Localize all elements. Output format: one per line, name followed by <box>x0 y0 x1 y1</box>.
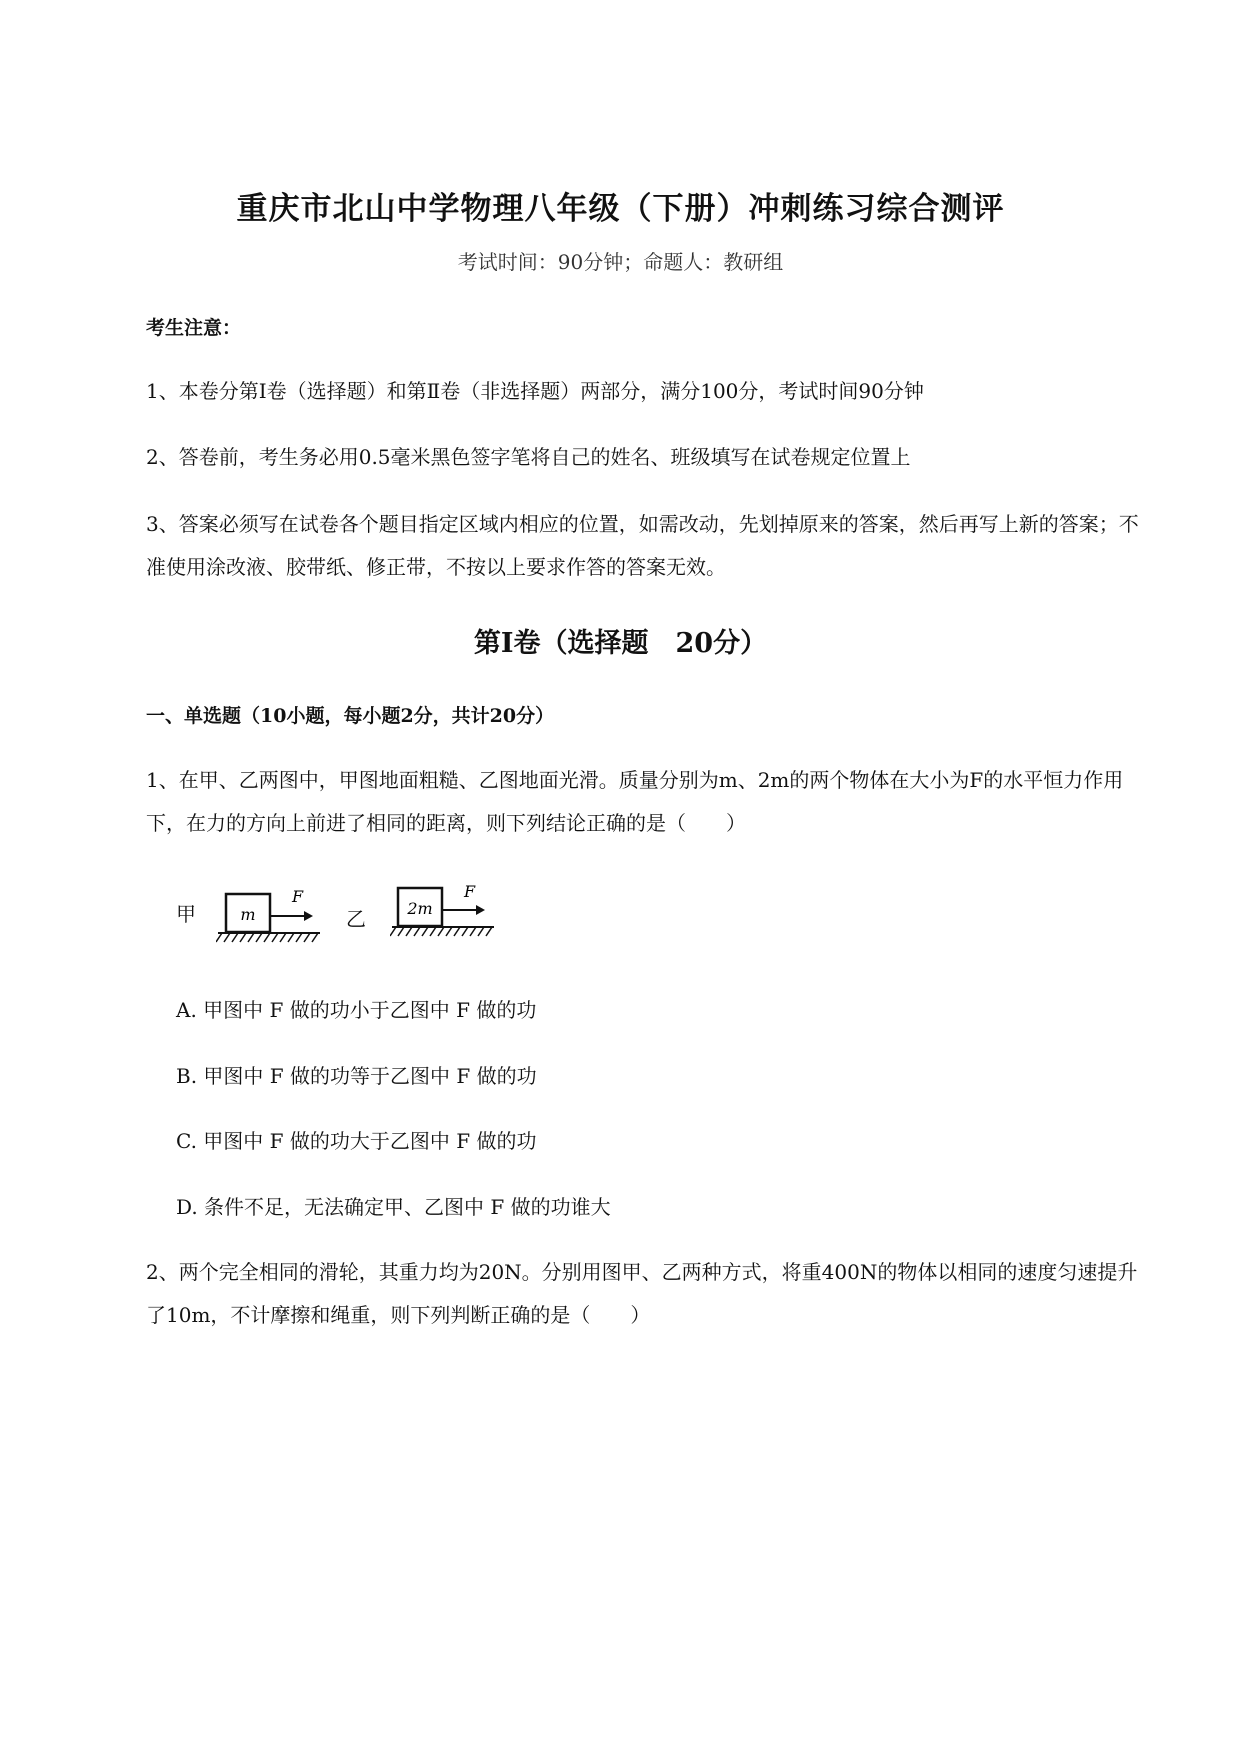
question-1-text: 1、在甲、乙两图中，甲图地面粗糙、乙图地面光滑。质量分别为m、2m的两个物体在大小为F的水平恒力作用下，在力的方向上前进了相同的距离，则下列结论正确的是（ ） <box>146 768 1124 835</box>
figure-label-jia: 甲 <box>176 902 196 926</box>
notice-item-1: 1、本卷分第I卷（选择题）和第Ⅱ卷（非选择题）两部分，满分100分，考试时间90分钟 <box>146 379 924 403</box>
exam-info: 考试时间：90分钟；命题人：教研组 <box>457 250 784 274</box>
section-title: 第I卷（选择题 20分） <box>473 628 768 659</box>
question-1-option-a: A. 甲图中 F 做的功小于乙图中 F 做的功 <box>176 998 537 1022</box>
force-label-right: F <box>464 882 476 901</box>
notice-item-2: 2、答卷前，考生务必用0.5毫米黑色签字笔将自己的姓名、班级填写在试卷规定位置上 <box>146 445 911 469</box>
force-label-left: F <box>292 887 304 906</box>
question-1-option-c: C. 甲图中 F 做的功大于乙图中 F 做的功 <box>176 1129 537 1153</box>
question-2-text: 2、两个完全相同的滑轮，其重力均为20N。分别用图甲、乙两种方式，将重400N的物体以相同的速度匀速提升了10m，不计摩擦和绳重，则下列判断正确的是（ ） <box>146 1260 1138 1327</box>
figure-label-yi: 乙 <box>346 907 366 931</box>
figure-jia <box>216 880 326 950</box>
question-1-option-d: D. 条件不足，无法确定甲、乙图中 F 做的功谁大 <box>176 1195 611 1219</box>
page-title: 重庆市北山中学物理八年级（下册）冲刺练习综合测评 <box>236 191 1005 227</box>
mass-label-2m: 2m <box>407 899 433 918</box>
notice-item-3: 3、答案必须写在试卷各个题目指定区域内相应的位置，如需改动，先划掉原来的答案，然后再写上新的答案；不准使用涂改液、胶带纸、修正带，不按以上要求作答的答案无效。 <box>146 512 1139 579</box>
mass-label-m: m <box>240 905 256 924</box>
figure-yi <box>390 878 500 948</box>
question-1-option-b: B. 甲图中 F 做的功等于乙图中 F 做的功 <box>176 1064 537 1088</box>
notice-heading: 考生注意： <box>146 317 242 339</box>
part-heading: 一、单选题（10小题，每小题2分，共计20分） <box>146 705 555 727</box>
